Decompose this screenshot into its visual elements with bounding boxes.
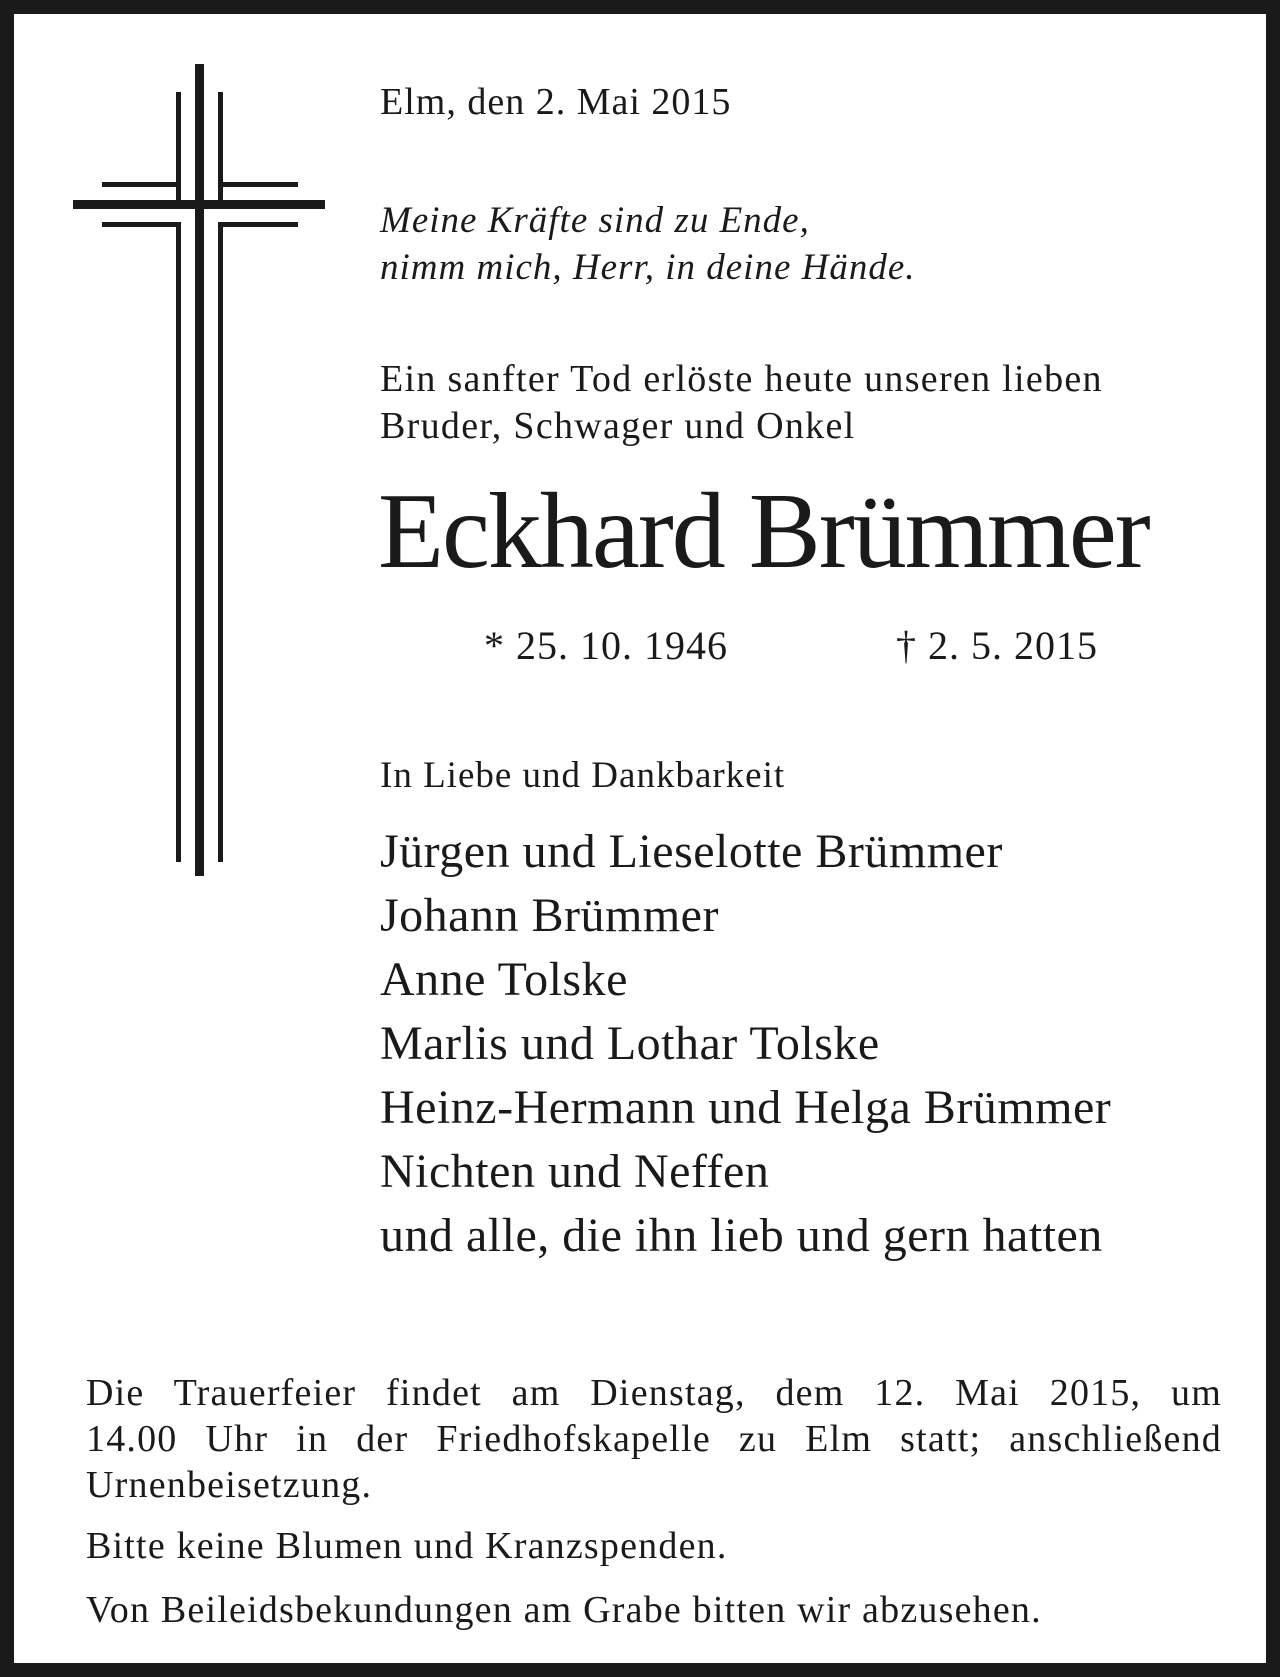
flowers-note: Bitte keine Blumen und Kranzspenden.	[86, 1525, 728, 1567]
funeral-info	[86, 1370, 1222, 1508]
mourner-item: Anne Tolske	[380, 953, 628, 1006]
place-date: Elm, den 2. Mai 2015	[380, 81, 732, 123]
intro-text	[380, 356, 1103, 450]
death-date: † 2. 5. 2015	[896, 623, 1098, 668]
funeral-line: Urnenbeisetzung.	[86, 1464, 373, 1506]
mourner-item: Johann Brümmer	[380, 889, 719, 942]
verse	[380, 197, 916, 291]
mourner-item: Jürgen und Lieselotte Brümmer	[380, 825, 1003, 878]
birth-date: * 25. 10. 1946	[484, 623, 728, 668]
condolence-note: Von Beileidsbekundungen am Grabe bitten wir abzusehen.	[86, 1589, 1042, 1631]
mourner-item: und alle, die ihn lieb und gern hatten	[380, 1209, 1103, 1262]
mourner-item: Marlis und Lothar Tolske	[380, 1017, 880, 1070]
deceased-name: Eckhard Brümmer	[378, 472, 1149, 591]
mourner-item: Heinz-Hermann und Helga Brümmer	[380, 1081, 1112, 1134]
mourners-list	[380, 820, 1111, 1268]
intro-line: Bruder, Schwager und Onkel	[380, 405, 856, 447]
funeral-line: 14.00 Uhr in der Friedhofskapelle zu Elm statt; anschließend	[86, 1418, 1222, 1460]
intro-line: Ein sanfter Tod erlöste heute unseren lieben	[380, 358, 1103, 400]
verse-line: Meine Kräfte sind zu Ende,	[380, 200, 810, 241]
footer-notes	[86, 1370, 1222, 1632]
mourner-item: Nichten und Neffen	[380, 1145, 770, 1198]
verse-line: nimm mich, Herr, in deine Hände.	[380, 247, 916, 288]
love-line: In Liebe und Dankbarkeit	[380, 755, 786, 796]
funeral-line: Die Trauerfeier findet am Dienstag, dem 12. Mai 2015, um	[86, 1372, 1222, 1414]
